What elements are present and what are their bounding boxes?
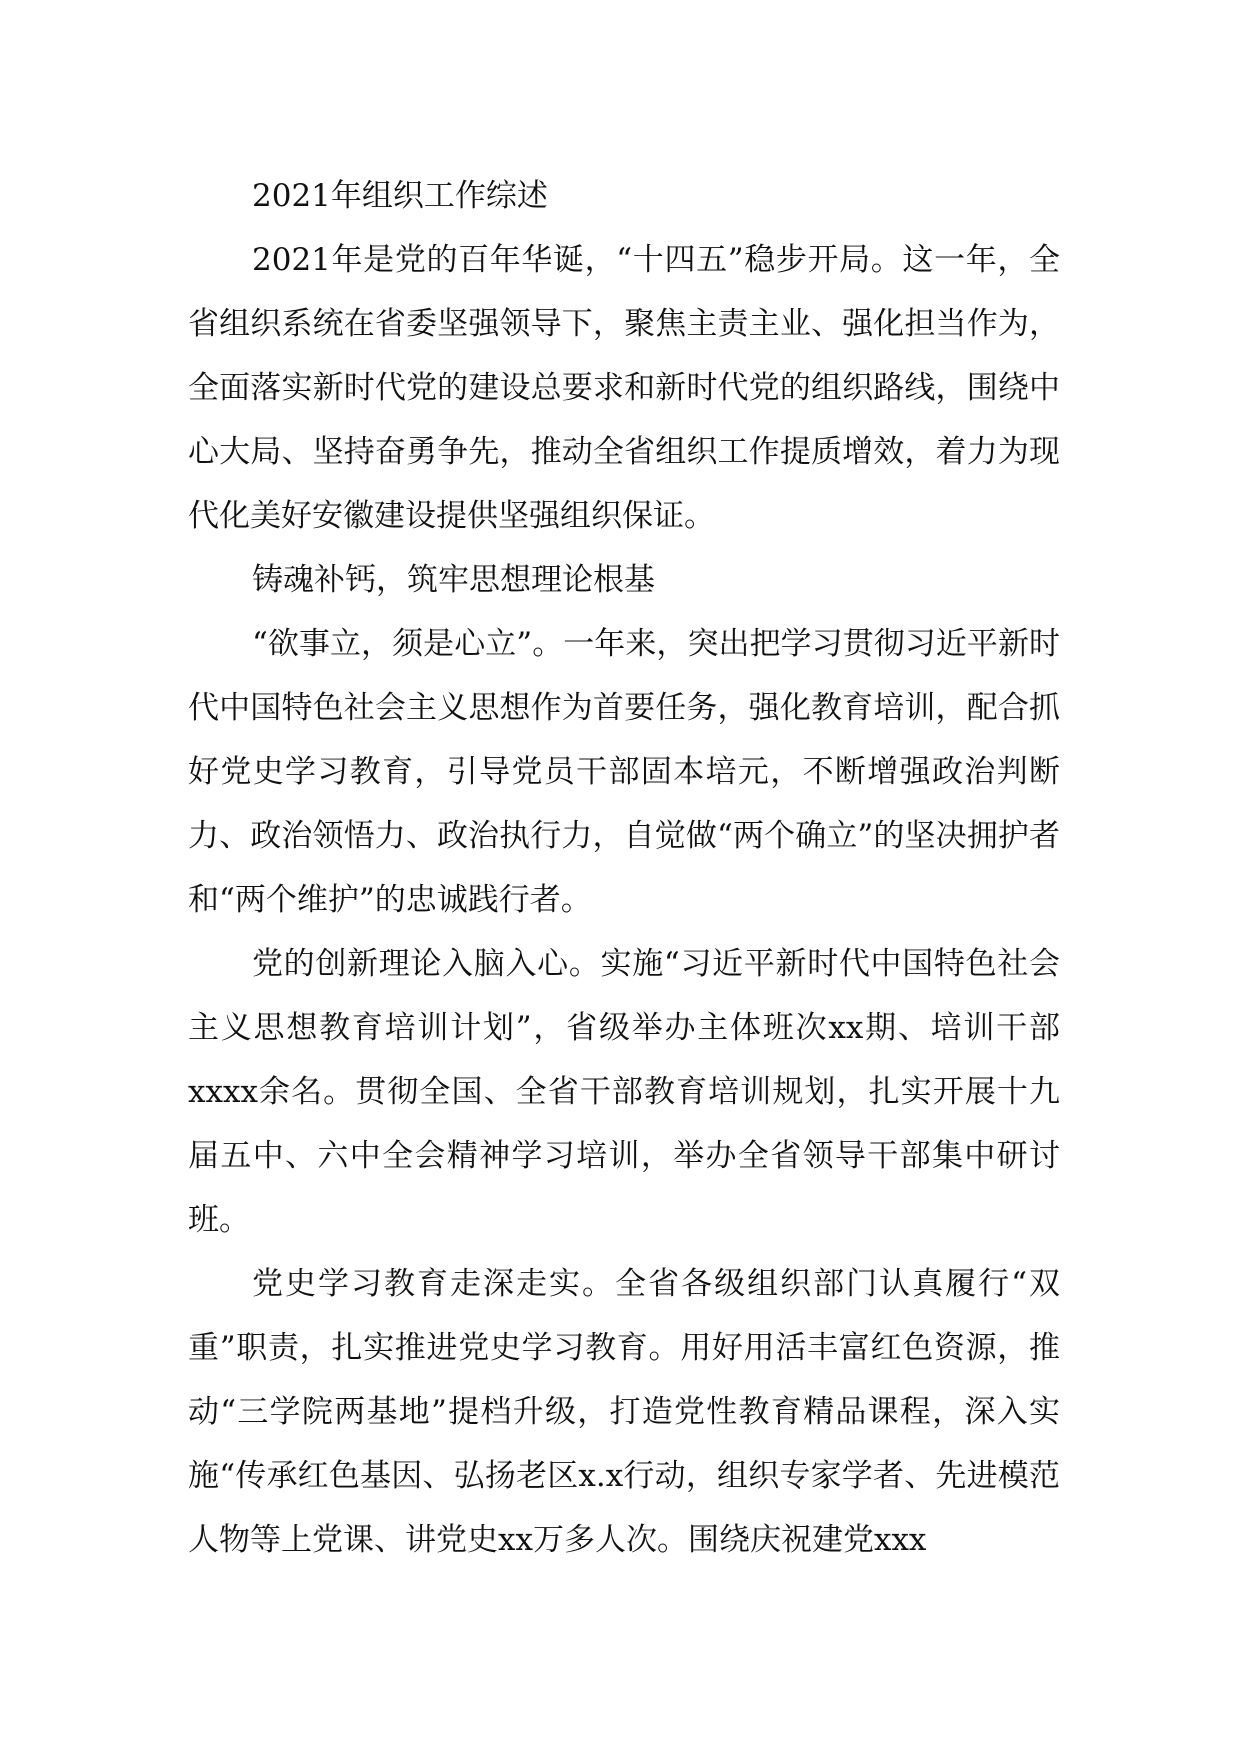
body-paragraph: 党史学习教育走深走实。全省各级组织部门认真履行“双重”职责，扎实推进党史学习教育。用好用活丰富红色资源，推动“三学院两基地”提档升级，打造党性教育精品课程，深入实施“传承红色基因、弘扬老区x.x行动，组织专家学者、先进模范人物等上党课、讲党史xx万多人次。围绕庆祝建党xxx xyxy=(188,1266,1060,1558)
section-heading: 铸魂补钙，筑牢思想理论根基 xyxy=(252,562,655,598)
body-paragraph: 党的创新理论入脑入心。实施“习近平新时代中国特色社会主义思想教育培训计划”，省级举办主体班次xx期、培训干部xxxx余名。贯彻全国、全省干部教育培训规划，扎实开展十九届五中、六中全会精神学习培训，举办全省领导干部集中研讨班。 xyxy=(188,946,1060,1238)
document-title: 2021年组织工作综述 xyxy=(252,178,548,214)
body-paragraph: “欲事立，须是心立”。一年来，突出把学习贯彻习近平新时代中国特色社会主义思想作为首要任务，强化教育培训，配合抓好党史学习教育，引导党员干部固本培元，不断增强政治判断力、政治领悟力、政治执行力，自觉做“两个确立”的坚决拥护者和“两个维护”的忠诚践行者。 xyxy=(188,626,1060,918)
intro-paragraph: 2021年是党的百年华诞，“十四五”稳步开局。这一年，全省组织系统在省委坚强领导下，聚焦主责主业、强化担当作为，全面落实新时代党的建设总要求和新时代党的组织路线，围绕中心大局、坚持奋勇争先，推动全省组织工作提质增效，着力为现代化美好安徽建设提供坚强组织保证。 xyxy=(188,242,1060,534)
document-page xyxy=(188,164,1060,1572)
